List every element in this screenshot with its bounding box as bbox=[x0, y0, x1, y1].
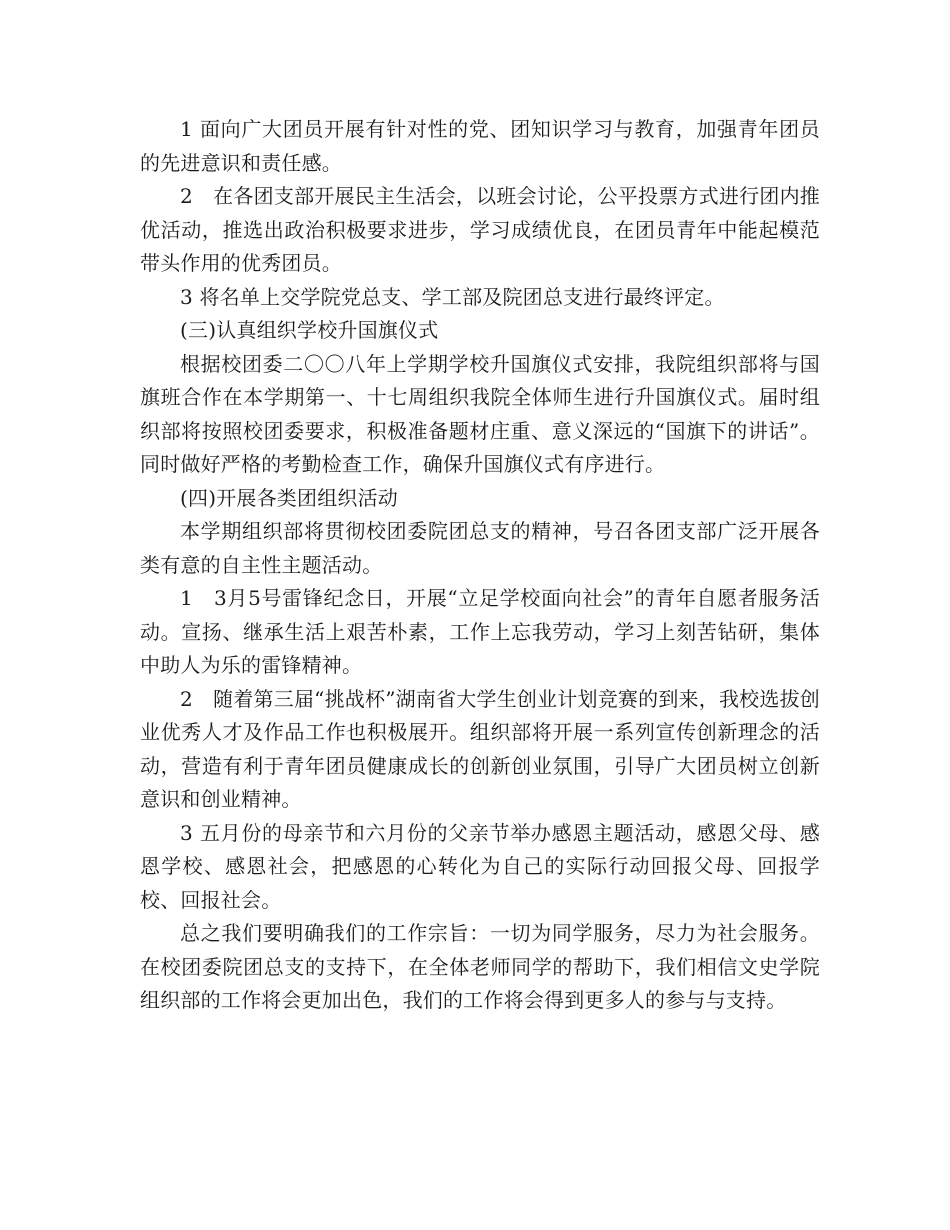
section-heading-3: (三)认真组织学校升国旗仪式 bbox=[180, 318, 439, 342]
paragraph-activity-3: 3 五月份的母亲节和六月份的父亲节举办感恩主题活动，感恩父母、感恩学校、感恩社会，把感恩的心转化为自己的实际行动回报父母、回报学校、回报社会。 bbox=[140, 820, 820, 912]
paragraph-activity-2: 2 随着第三届“挑战杯”湖南省大学生创业计划竞赛的到来，我校选拔创业优秀人才及作品工作也积极展开。组织部将开展一系列宣传创新理念的活动，营造有利于青年团员健康成长的创新创业氛围，引导广大团员树立创新意识和创业精神。 bbox=[140, 686, 820, 811]
paragraph-flag-ceremony: 根据校团委二〇〇八年上学期学校升国旗仪式安排，我院组织部将与国旗班合作在本学期第一、十七周组织我院全体师生进行升国旗仪式。届时组织部将按照校团委要求，积极准备题材庄重、意义深远的“国旗下的讲话”。同时做好严格的考勤检查工作，确保升国旗仪式有序进行。 bbox=[140, 351, 820, 476]
paragraph-conclusion: 总之我们要明确我们的工作宗旨：一切为同学服务，尽力为社会服务。在校团委院团总支的支持下，在全体老师同学的帮助下，我们相信文史学院组织部的工作将会更加出色，我们的工作将会得到更多人的参与与支持。 bbox=[140, 921, 820, 1012]
paragraph-activities-intro: 本学期组织部将贯彻校团委院团总支的精神，号召各团支部广泛开展各类有意的自主性主题活动。 bbox=[140, 519, 820, 577]
paragraph-item-3: 3 将名单上交学院党总支、学工部及院团总支进行最终评定。 bbox=[180, 284, 725, 309]
paragraph-item-1: 1 面向广大团员开展有针对性的党、团知识学习与教育，加强青年团员的先进意识和责任感。 bbox=[140, 117, 820, 175]
section-heading-4: (四)开展各类团组织活动 bbox=[180, 485, 399, 510]
paragraph-item-2: 2 在各团支部开展民主生活会，以班会讨论，公平投票方式进行团内推优活动，推选出政治积极要求进步，学习成绩优良，在团员青年中能起模范带头作用的优秀团员。 bbox=[140, 184, 820, 275]
document-body bbox=[140, 113, 820, 1018]
paragraph-activity-1: 1 3月5号雷锋纪念日，开展“立足学校面向社会”的青年自愿者服务活动。宣扬、继承生活上艰苦朴素，工作上忘我劳动，学习上刻苦钻研，集体中助人为乐的雷锋精神。 bbox=[140, 586, 820, 677]
